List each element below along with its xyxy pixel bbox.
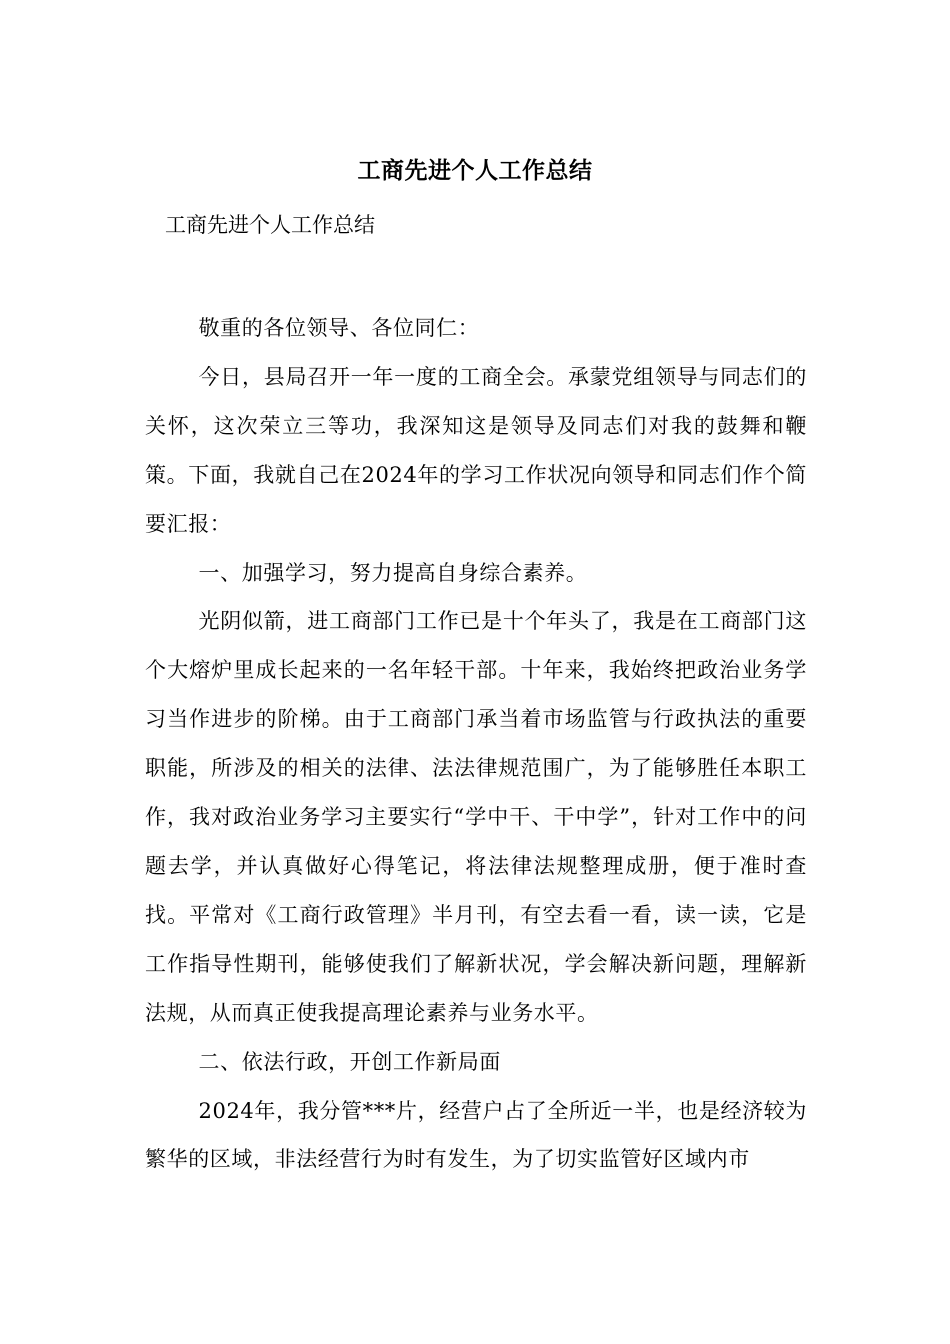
section-heading-2: 二、依法行政，开创工作新局面 — [198, 1049, 501, 1074]
document-title: 工商先进个人工作总结 — [357, 157, 593, 184]
intro-paragraph: 今日，县局召开一年一度的工商全会。承蒙党组领导与同志们的关怀，这次荣立三等功，我深知这是领导及同志们对我的鼓舞和鞭策。下面，我就自己在2024年的学习工作状况向领导和同志们作个简要汇报： — [145, 364, 807, 536]
salutation-paragraph: 敬重的各位领导、各位同仁： — [198, 316, 480, 340]
document-body — [145, 304, 807, 1184]
section-1-paragraph: 光阴似箭，进工商部门工作已是十个年头了，我是在工商部门这个大熔炉里成长起来的一名年轻干部。十年来，我始终把政治业务学习当作进步的阶梯。由于工商部门承当着市场监管与行政执法的重要职能，所涉及的相关的法律、法法律规范围广，为了能够胜任本职工作，我对政治业务学习主要实行“学中干、干中学”，针对工作中的问题去学，并认真做好心得笔记，将法律法规整理成册，便于准时查找。平常对《工商行政管理》半月刊，有空去看一看，读一读，它是工作指导性期刊，能够使我们了解新状况，学会解决新问题，理解新法规，从而真正使我提高理论素养与业务水平。 — [145, 609, 807, 1025]
section-heading-1: 一、加强学习，努力提高自身综合素养。 — [198, 560, 588, 585]
document-subtitle: 工商先进个人工作总结 — [165, 213, 375, 237]
section-2-paragraph: 2024年，我分管***片，经营户占了全所近一半，也是经济较为繁华的区域，非法经营行为时有发生，为了切实监管好区域内市 — [145, 1098, 807, 1172]
